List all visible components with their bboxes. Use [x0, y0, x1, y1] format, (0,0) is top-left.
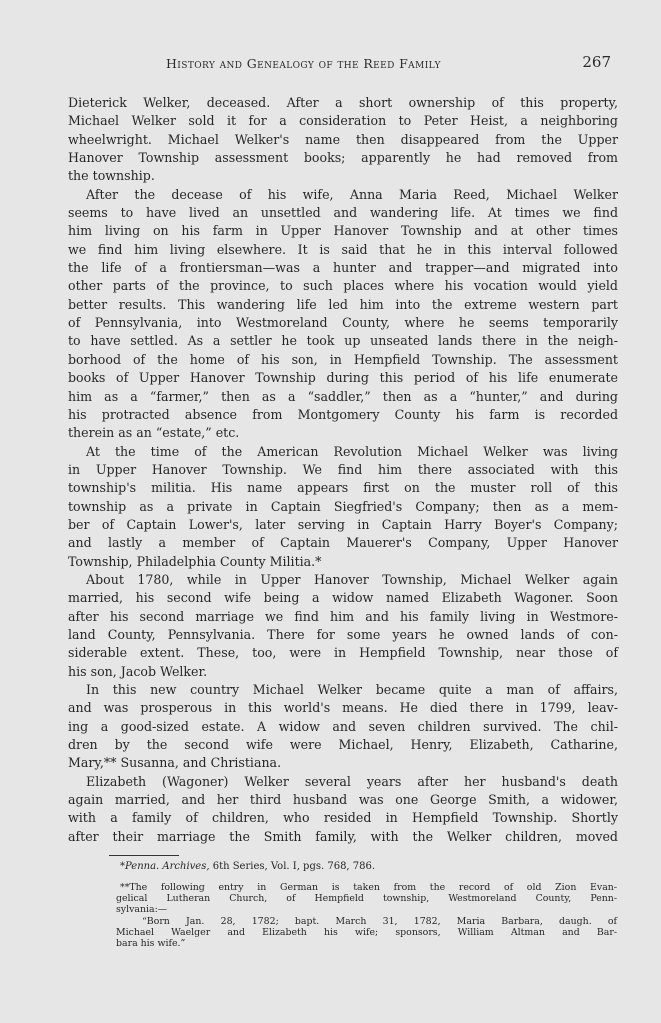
- footnote-2-line: Michael Waelger and Elizabeth his wife; sponsors, William Altman and Bar-: [116, 926, 617, 938]
- footnote-1-marker: *: [120, 861, 125, 872]
- body-line: we find him living elsewhere. It is said that he in this interval followed: [68, 241, 618, 257]
- footnote-2-line: **The following entry in German is taken from the record of old Zion Evan-: [120, 882, 617, 893]
- body-line: In this new country Michael Welker became quite a man of affairs,: [86, 682, 618, 697]
- body-line: Mary,** Susanna, and Christiana.: [68, 755, 282, 771]
- body-line: and was prosperous in this world's means. He died there in 1799, leav-: [68, 700, 618, 716]
- footnote-2-line: gelical Lutheran Church, of Hempfield township, Westmoreland County, Penn-: [116, 893, 617, 905]
- body-text: [68, 94, 618, 846]
- body-line: books of Upper Hanover Township during this period of his life enumerate: [68, 370, 618, 386]
- footnote-2-line: sylvania:—: [116, 904, 168, 916]
- footnote-rule: [109, 855, 179, 856]
- body-line: again married, and her third husband was one George Smith, a widower,: [68, 792, 618, 808]
- footnote-1-text: 6th Series, Vol. I, pgs. 768, 786.: [209, 861, 376, 872]
- body-line: him as a “farmer,” then as a “saddler,” then as a “hunter,” and during: [68, 388, 618, 404]
- footnote-1-source: Penna. Archives,: [125, 861, 210, 872]
- body-line: in Upper Hanover Township. We find him there associated with this: [68, 461, 618, 477]
- body-line: dren by the second wife were Michael, Henry, Elizabeth, Catharine,: [68, 737, 618, 753]
- body-line: and lastly a member of Captain Mauerer's Company, Upper Hanover: [68, 535, 618, 551]
- body-line: Hanover Township assessment books; apparently he had removed from: [68, 150, 618, 166]
- body-line: ber of Captain Lower's, later serving in Captain Harry Boyer's Company;: [68, 516, 618, 532]
- body-line: therein as an “estate,” etc.: [68, 425, 240, 441]
- body-line: of Pennsylvania, into Westmoreland County, where he seems temporarily: [68, 315, 618, 331]
- body-line: At the time of the American Revolution Michael Welker was living: [86, 443, 618, 459]
- body-line: after his second marriage we find him and his family living in Westmore-: [68, 608, 618, 624]
- body-line: ing a good-sized estate. A widow and seven children survived. The chil-: [68, 718, 618, 734]
- body-line: Township, Philadelphia County Militia.*: [68, 553, 322, 569]
- body-line: married, his second wife being a widow named Elizabeth Wagoner. Soon: [68, 590, 618, 606]
- body-line: better results. This wandering life led him into the extreme western part: [68, 296, 618, 312]
- body-line: siderable extent. These, too, were in Hempfield Township, near those of: [68, 645, 618, 661]
- running-title: History and Genealogy of the Reed Family: [166, 56, 441, 71]
- body-line: with a family of children, who resided in Hempfield Township. Shortly: [68, 810, 618, 826]
- body-line: his protracted absence from Montgomery County his farm is recorded: [68, 406, 618, 422]
- body-line: borhood of the home of his son, in Hempfield Township. The assessment: [68, 351, 618, 367]
- body-line: to have settled. As a settler he took up unseated lands there in the neigh-: [68, 333, 618, 349]
- footnote-2-line: “Born Jan. 28, 1782; bapt. March 31, 1782, Maria Barbara, daugh. of: [142, 915, 617, 927]
- body-line: Michael Welker sold it for a consideration to Peter Heist, a neighboring: [68, 113, 618, 129]
- page-header: [166, 53, 617, 76]
- body-line: seems to have lived an unsettled and wandering life. At times we find: [68, 205, 618, 221]
- footnote-2-line: bara his wife.”: [116, 938, 186, 950]
- body-line: the township.: [68, 168, 155, 184]
- body-line: the life of a frontiersman—was a hunter and trapper—and migrated into: [68, 260, 618, 276]
- body-line: land County, Pennsylvania. There for some years he owned lands of con-: [68, 626, 618, 642]
- body-line: him living on his farm in Upper Hanover Township and at other times: [68, 223, 618, 239]
- body-line: other parts of the province, to such places where his vocation would yield: [68, 278, 618, 294]
- body-line: After the decease of his wife, Anna Maria Reed, Michael Welker: [86, 186, 618, 202]
- body-line: Dieterick Welker, deceased. After a short ownership of this property,: [68, 95, 618, 110]
- body-line: his son, Jacob Welker.: [68, 663, 208, 679]
- footnote-1: [120, 860, 617, 873]
- footnote-2: [116, 882, 617, 950]
- body-line: wheelwright. Michael Welker's name then disappeared from the Upper: [68, 131, 618, 147]
- body-line: township's militia. His name appears first on the muster roll of this: [68, 480, 618, 496]
- body-line: Elizabeth (Wagoner) Welker several years after her husband's death: [86, 773, 618, 789]
- body-line: township as a private in Captain Siegfried's Company; then as a mem-: [68, 498, 618, 514]
- body-line: About 1780, while in Upper Hanover Township, Michael Welker again: [86, 571, 618, 587]
- page-number: 267: [582, 53, 611, 71]
- body-line: after their marriage the Smith family, with the Welker children, moved: [68, 828, 618, 844]
